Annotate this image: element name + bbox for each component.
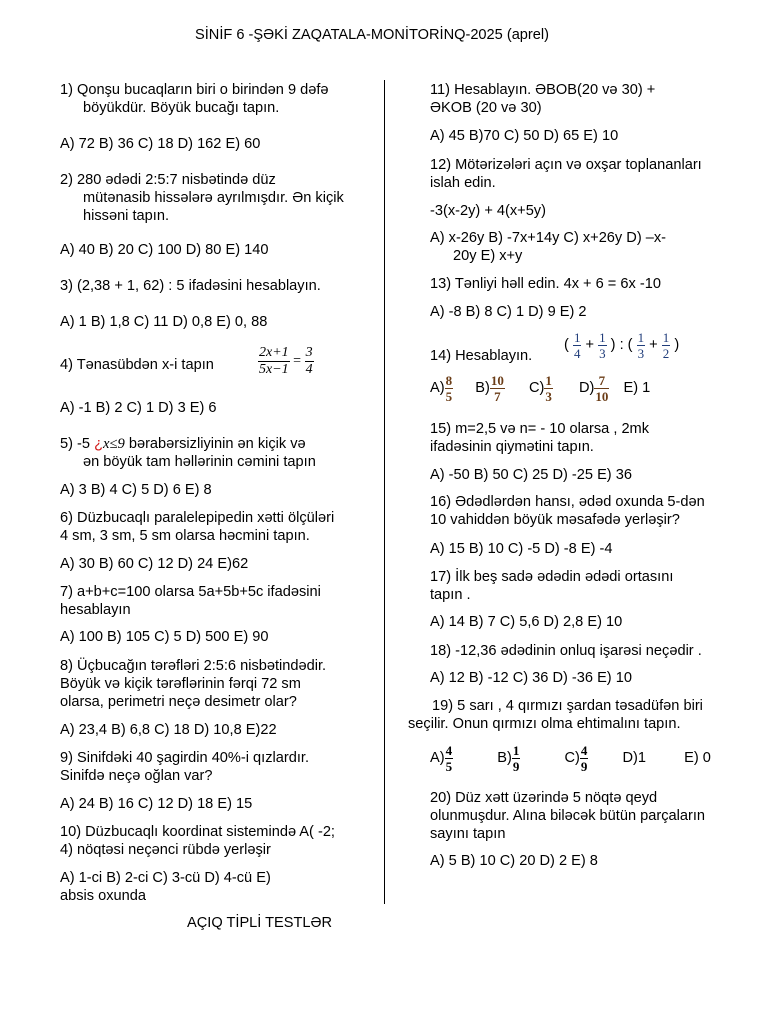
question-7-answers: A) 100 B) 105 C) 5 D) 500 E) 90 <box>60 629 269 645</box>
question-5-line-2: ən böyük tam həllərinin cəmini tapın <box>83 454 316 470</box>
option-b-denominator: 7 <box>494 389 501 404</box>
question-8-line-2: Böyük və kiçik tərəflərinin fərqi 72 sm <box>60 676 301 692</box>
inequality-expression: x≤9 <box>102 436 125 452</box>
question-12-answers: A) x-26y B) -7x+14y C) x+26y D) –x- <box>430 230 667 246</box>
fraction-a-numerator: 1 <box>573 330 581 345</box>
question-1-line-2: böyükdür. Böyük bucağı tapın. <box>83 100 280 116</box>
option-a-label: A) <box>430 750 445 767</box>
plus-sign: + <box>585 337 595 354</box>
question-17-line-1: 17) İlk beş sadə ədədin ədədi ortasını <box>430 569 674 585</box>
option-d: D)1 <box>622 750 646 767</box>
option-c-numerator: 4 <box>580 743 588 758</box>
fraction-d-denominator: 2 <box>662 346 670 361</box>
fraction-c-denominator: 3 <box>637 346 645 361</box>
fraction-c-numerator: 1 <box>637 330 645 345</box>
question-15-answers: A) -50 B) 50 C) 25 D) -25 E) 36 <box>430 467 632 483</box>
question-10-answers-continued: absis oxunda <box>60 888 147 904</box>
option-c-label: C) <box>528 380 545 397</box>
option-b-denominator: 9 <box>512 759 520 774</box>
question-2-line-3: hissəni tapın. <box>83 208 169 224</box>
question-5-prefix: 5) -5 <box>60 436 95 452</box>
question-3-line-1: 3) (2,38 + 1, 62) : 5 ifadəsini hesablayın. <box>60 278 321 294</box>
question-11-line-1: 11) Hesablayın. ƏBOB(20 və 30) + <box>430 82 656 98</box>
question-20-line-3: sayını tapın <box>430 826 506 842</box>
question-8-line-1: 8) Üçbucağın tərəfləri 2:5:6 nisbətindədir. <box>60 658 327 674</box>
fraction-b-numerator: 1 <box>599 330 606 345</box>
question-1-line-1: 1) Qonşu bucaqların biri o birindən 9 dəfə <box>60 82 329 98</box>
question-6-line-2: 4 sm, 3 sm, 5 sm olarsa həcmini tapın. <box>60 528 310 544</box>
question-4-prompt: 4) Tənasübdən x-i tapın <box>60 357 214 373</box>
question-7-line-2: hesablayın <box>60 602 131 618</box>
option-a-label: A) <box>430 380 445 397</box>
fraction-b-denominator: 3 <box>599 346 606 361</box>
question-14-expression <box>564 331 679 360</box>
question-8-line-3: olarsa, perimetri neçə desimetr olar? <box>60 694 297 710</box>
question-12-answers-continued: 20y E) x+y <box>453 248 523 264</box>
option-c-denominator: 9 <box>580 759 588 774</box>
question-13-line-1: 13) Tənliyi həll edin. 4x + 6 = 6x -10 <box>430 276 661 292</box>
question-15-line-1: 15) m=2,5 və n= - 10 olarsa , 2mk <box>430 421 650 437</box>
question-5-answers: A) 3 B) 4 C) 5 D) 6 E) 8 <box>60 482 212 498</box>
question-16-line-1: 16) Ədədlərdən hansı, ədəd oxunda 5-dən <box>430 494 705 510</box>
option-b-numerator: 10 <box>490 373 504 388</box>
page-title: SİNİF 6 -ŞƏKİ ZAQATALA-MONİTORİNQ-2025 (aprel) <box>195 27 550 43</box>
question-9-answers: A) 24 B) 16 C) 12 D) 18 E) 15 <box>60 796 253 812</box>
question-9-line-2: Sinifdə neçə oğlan var? <box>60 768 213 784</box>
option-a-denominator: 5 <box>445 759 453 774</box>
option-b-label: B) <box>497 750 512 767</box>
question-19-line-2: seçilir. Onun qırmızı olma ehtimalını tapın. <box>408 716 681 732</box>
option-a-numerator: 8 <box>445 373 453 388</box>
fraction-d-numerator: 1 <box>662 330 670 345</box>
question-9-line-1: 9) Sinifdəki 40 şagirdin 40%-i qızlardır. <box>60 750 310 766</box>
rhs-numerator: 3 <box>305 345 313 360</box>
option-b-label: B) <box>475 380 490 397</box>
lhs-denominator: 5x−1 <box>259 362 289 377</box>
option-c-denominator: 3 <box>545 389 552 404</box>
question-18-answers: A) 12 B) -12 C) 36 D) -36 E) 10 <box>430 670 632 686</box>
question-11-answers: A) 45 B)70 C) 50 D) 65 E) 10 <box>430 128 619 144</box>
option-d-denominator: 10 <box>595 389 609 404</box>
question-18-line-1: 18) -12,36 ədədinin onluq işarəsi neçədir . <box>430 643 702 659</box>
question-4-proportion <box>258 346 314 377</box>
question-19-answers <box>430 744 711 773</box>
question-17-answers: A) 14 B) 7 C) 5,6 D) 2,8 E) 10 <box>430 614 623 630</box>
section-title: AÇIQ TİPLİ TESTLƏR <box>187 915 333 931</box>
close-paren: ) <box>674 337 680 354</box>
option-d-label: D) <box>578 380 595 397</box>
question-15-line-2: ifadəsinin qiymətini tapın. <box>430 439 594 455</box>
question-12-expression: -3(x-2y) + 4(x+5y) <box>430 203 546 219</box>
question-2-line-2: mütənasib hissələrə ayrılmışdır. Ən kiçik <box>83 190 344 206</box>
question-7-line-1: 7) a+b+c=100 olarsa 5a+5b+5c ifadəsini <box>60 584 321 600</box>
plus-sign: + <box>649 337 658 354</box>
question-12-line-1: 12) Mötərizələri açın və oxşar toplananları <box>430 157 702 173</box>
question-3-answers: A) 1 B) 1,8 C) 11 D) 0,8 E) 0, 88 <box>60 314 268 330</box>
question-8-answers: A) 23,4 B) 6,8 C) 18 D) 10,8 E)22 <box>60 722 277 738</box>
question-12-line-2: islah edin. <box>430 175 496 191</box>
question-10-answers: A) 1-ci B) 2-ci C) 3-cü D) 4-cü E) <box>60 870 271 886</box>
question-10-line-1: 10) Düzbucaqlı koordinat sistemində A( -2; <box>60 824 335 840</box>
question-11-line-2: ƏKOB (20 və 30) <box>430 100 542 116</box>
inequality-symbol: ¿ <box>94 436 103 452</box>
question-5-line-1 <box>60 435 306 453</box>
question-16-answers: A) 15 B) 10 C) -5 D) -8 E) -4 <box>430 541 613 557</box>
option-d-numerator: 7 <box>594 374 609 389</box>
division-sign: ) : ( <box>610 337 633 354</box>
question-14-prompt: 14) Hesablayın. <box>430 348 533 364</box>
option-c-label: C) <box>564 750 580 767</box>
option-b-numerator: 1 <box>512 743 520 758</box>
column-divider <box>384 80 385 904</box>
open-paren: ( <box>564 337 569 354</box>
equals-sign: = <box>293 353 302 369</box>
option-e: E) 0 <box>684 750 711 767</box>
option-e: E) 1 <box>623 380 651 397</box>
question-19-line-1: 19) 5 sarı , 4 qırmızı şardan təsadüfən biri <box>432 698 703 714</box>
rhs-denominator: 4 <box>305 362 313 377</box>
question-20-line-1: 20) Düz xətt üzərində 5 nöqtə qeyd <box>430 790 658 806</box>
question-14-answers <box>430 374 650 403</box>
question-17-line-2: tapın . <box>430 587 471 603</box>
question-6-answers: A) 30 B) 60 C) 12 D) 24 E)62 <box>60 556 249 572</box>
option-a-numerator: 4 <box>445 743 453 758</box>
question-1-answers: A) 72 B) 36 C) 18 D) 162 E) 60 <box>60 136 261 152</box>
question-2-answers: A) 40 B) 20 C) 100 D) 80 E) 140 <box>60 242 269 258</box>
question-13-answers: A) -8 B) 8 C) 1 D) 9 E) 2 <box>430 304 587 320</box>
question-16-line-2: 10 vahiddən böyük məsafədə yerləşir? <box>430 512 680 528</box>
question-20-answers: A) 5 B) 10 C) 20 D) 2 E) 8 <box>430 853 598 869</box>
question-20-line-2: olunmuşdur. Alına biləcək bütün parçaların <box>430 808 706 824</box>
question-10-line-2: 4) nöqtəsi neçənci rübdə yerləşir <box>60 842 271 858</box>
option-a-denominator: 5 <box>445 389 453 404</box>
question-5-suffix: bərabərsizliyinin ən kiçik və <box>124 436 306 452</box>
question-2-line-1: 2) 280 ədədi 2:5:7 nisbətində düz <box>60 172 276 188</box>
fraction-a-denominator: 4 <box>573 346 581 361</box>
question-4-answers: A) -1 B) 2 C) 1 D) 3 E) 6 <box>60 400 217 416</box>
option-c-numerator: 1 <box>545 373 552 388</box>
lhs-numerator: 2x+1 <box>259 345 289 360</box>
question-6-line-1: 6) Düzbucaqlı paralelepipedin xətti ölçüləri <box>60 510 335 526</box>
